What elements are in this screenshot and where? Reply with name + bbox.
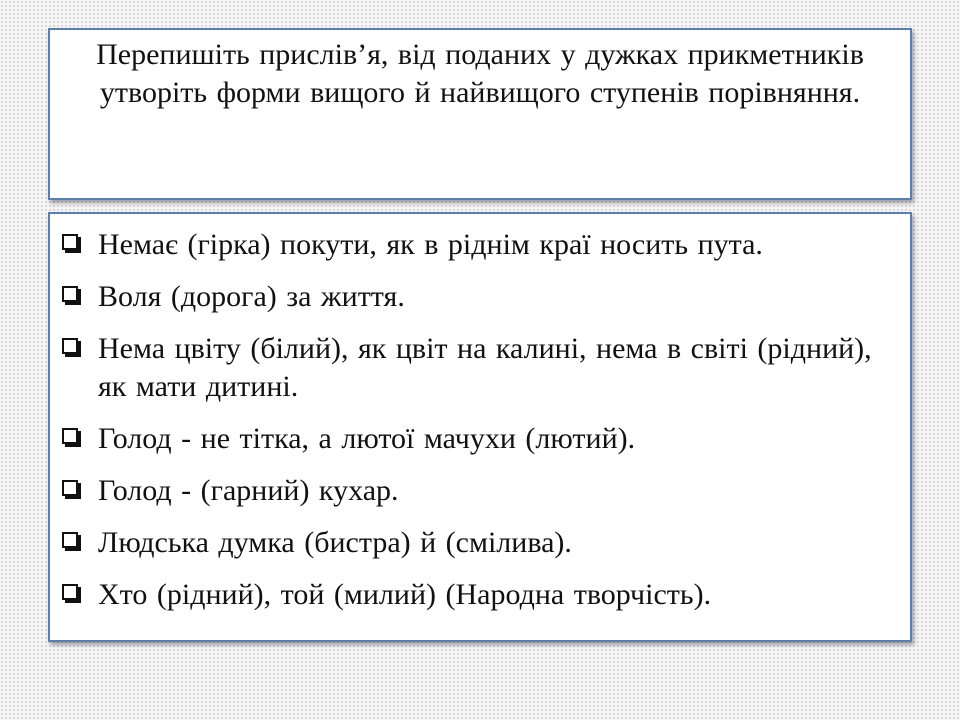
proverbs-list — [62, 226, 890, 614]
proverb-text: Воля (дорога) за життя. — [98, 280, 405, 313]
checkbox-square-icon — [62, 428, 78, 444]
task-title: Перепишіть прислів’я, від поданих у дужках прикметників утворіть форми вищого й найвищого ступенів порівняння. — [96, 38, 864, 109]
checkbox-square-icon — [62, 234, 78, 250]
list-item — [62, 330, 890, 406]
list-item — [62, 420, 890, 458]
checkbox-square-icon — [62, 338, 78, 354]
task-title-box — [48, 28, 912, 200]
checkbox-square-icon — [62, 286, 78, 302]
proverb-text: Голод - (гарний) кухар. — [98, 474, 399, 507]
proverb-text: Голод - не тітка, а лютої мачухи (лютий). — [98, 422, 636, 455]
list-item — [62, 226, 890, 264]
proverb-text: Нема цвіту (білий), як цвіт на калині, нема в світі (рідний), як мати дитині. — [98, 332, 872, 403]
proverbs-box — [48, 212, 912, 642]
proverb-text: Людська думка (бистра) й (смілива). — [98, 526, 572, 559]
list-item — [62, 472, 890, 510]
list-item — [62, 524, 890, 562]
list-item — [62, 576, 890, 614]
checkbox-square-icon — [62, 532, 78, 548]
checkbox-square-icon — [62, 584, 78, 600]
checkbox-square-icon — [62, 480, 78, 496]
proverb-text: Немає (гірка) покути, як в ріднім краї носить пута. — [98, 228, 763, 261]
list-item — [62, 278, 890, 316]
proverb-text: Хто (рідний), той (милий) (Народна творчість). — [98, 578, 712, 611]
